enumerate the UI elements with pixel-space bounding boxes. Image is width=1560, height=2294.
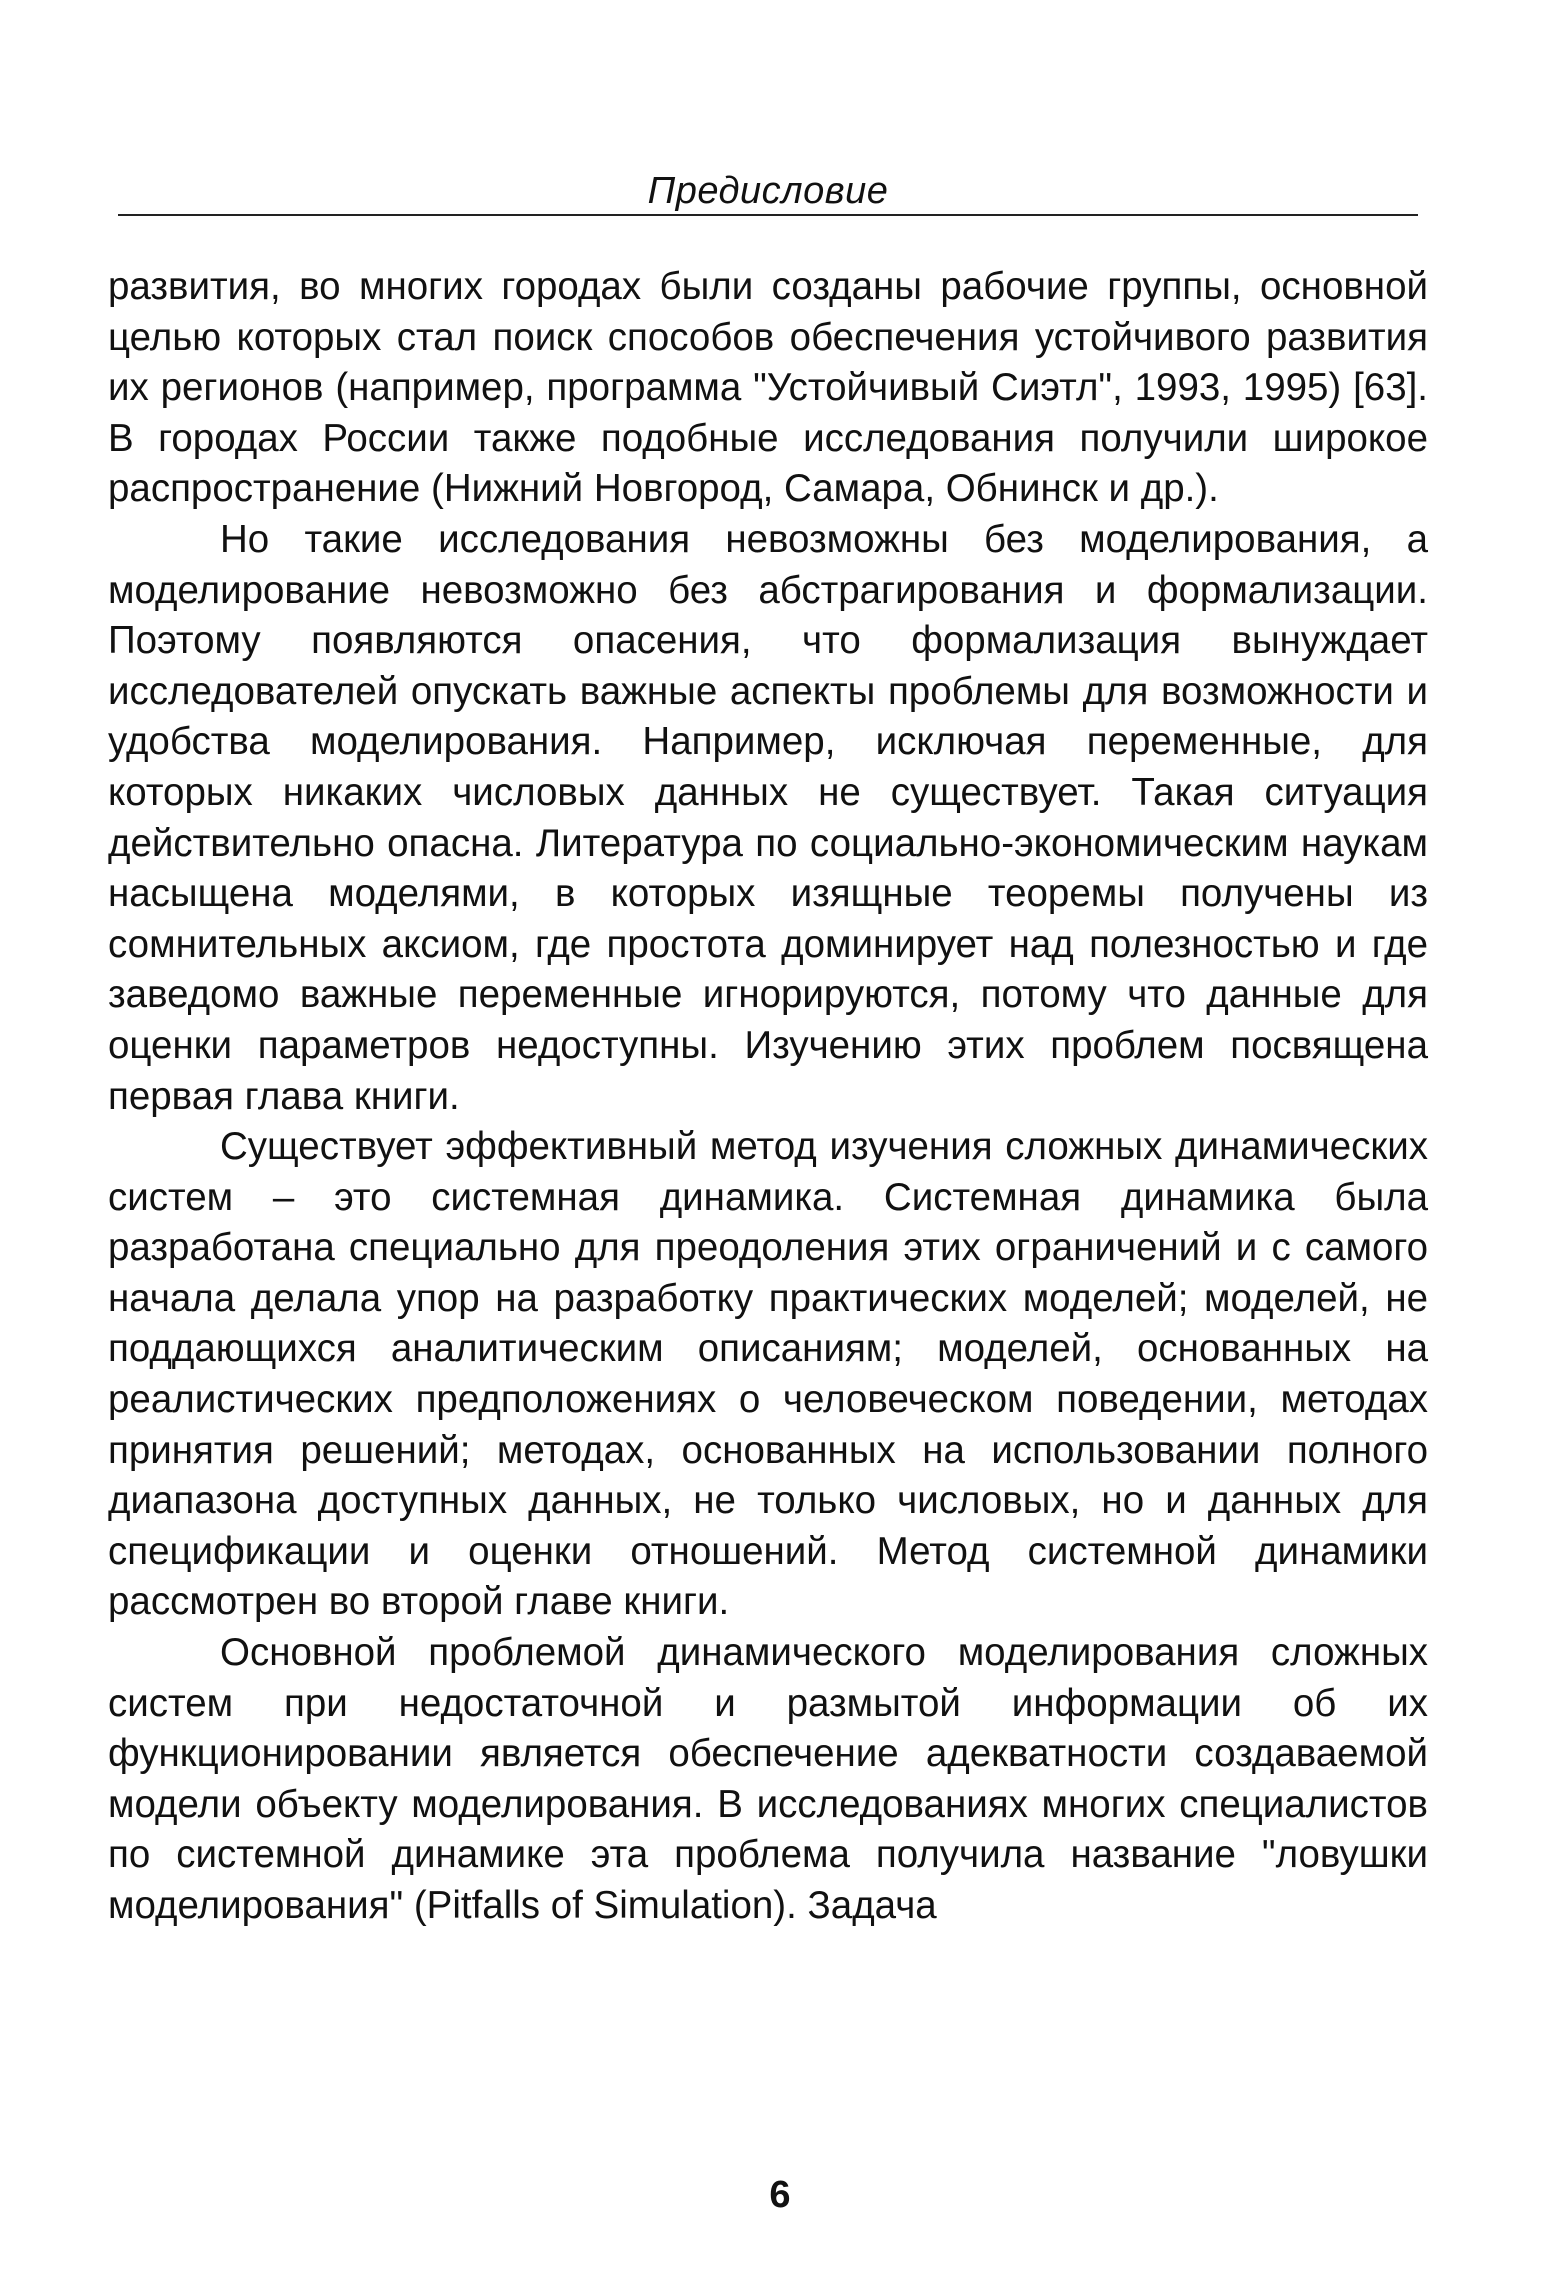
- page-number: 6: [769, 2174, 791, 2216]
- paragraph-3: Существует эффективный метод изучения сложных динамических систем – это системная динамика. Системная динамика была разработана специально для преодоления этих ограничений и с самого начала делала упор на разработку практических моделей; моделей, не поддающихся аналитическим описаниям; моделей, основанных на реалистических предположениях о человеческом поведении, методах принятия решений; методах, основанных на использовании полного диапазона доступных данных, не только числовых, но и данных для спецификации и оценки отношений. Метод системной динамики рассмотрен во второй главе книги.: [108, 1125, 1428, 1624]
- body-text: [108, 262, 1428, 1932]
- header-rule: [118, 214, 1418, 216]
- paragraph-1: развития, во многих городах были созданы рабочие группы, основной целью которых стал поиск способов обеспечения устойчивого развития их регионов (например, программа "Устойчивый Сиэтл", 1993, 1995) [63]. В городах России также подобные исследования получили широкое распространение (Нижний Новгород, Самара, Обнинск и др.).: [108, 265, 1428, 511]
- running-head: [118, 158, 1418, 218]
- running-head-title: Предисловие: [642, 170, 895, 212]
- paragraph-2: Но такие исследования невозможны без моделирования, а моделирование невозможно без абстрагирования и формализации. Поэтому появляются опасения, что формализация вынуждает исследователей опускать важные аспекты проблемы для возможности и удобства моделирования. Например, исключая переменные, для которых никаких числовых данных не существует. Такая ситуация действительно опасна. Литература по социально-экономическим наукам насыщена моделями, в которых изящные теоремы получены из сомнительных аксиом, где простота доминирует над полезностью и где заведомо важные переменные игнорируются, потому что данные для оценки параметров недоступны. Изучению этих проблем посвящена первая глава книги.: [108, 517, 1428, 1118]
- paragraph-4: Основной проблемой динамического моделирования сложных систем при недостаточной и размытой информации об их функционировании является обеспечение адекватности создаваемой модели объекту моделирования. В исследованиях многих специалистов по системной динамике эта проблема получила название "ловушки моделирования" (Pitfalls of Simulation). Задача: [108, 1631, 1428, 1927]
